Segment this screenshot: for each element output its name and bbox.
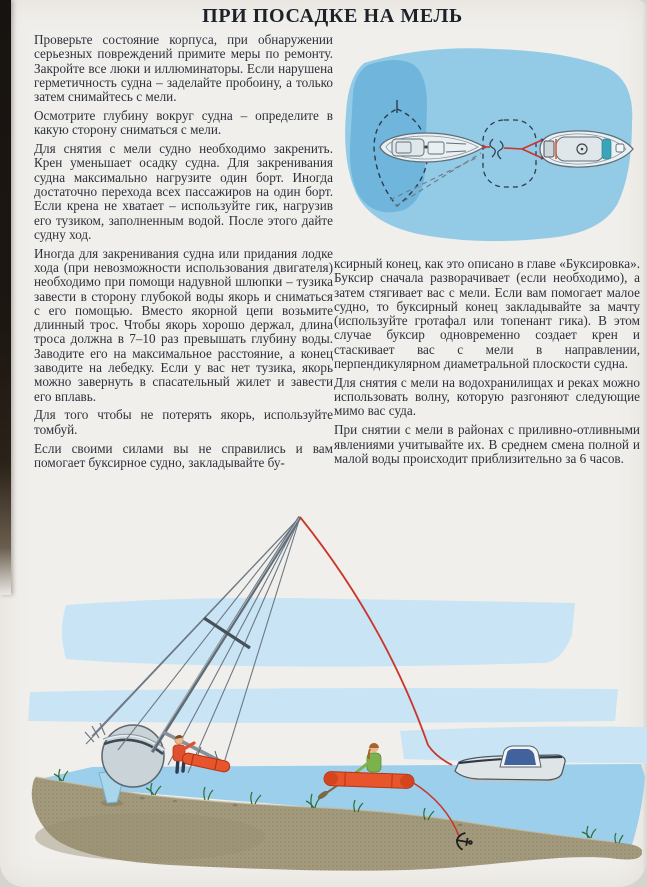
page-title: ПРИ ПОСАДКЕ НА МЕЛЬ bbox=[202, 5, 463, 27]
paragraph: Если своими силами вы не справились и вам помогает буксирное судно, закладывайте бу- bbox=[34, 440, 333, 470]
paragraph: Для снятия с мели на водохранилищах и реках можно использовать волну, которую разгоняют следующие мимо вас суда. bbox=[334, 374, 640, 419]
right-column bbox=[334, 257, 640, 471]
grounded-sailboat-illustration bbox=[0, 505, 647, 887]
paragraph: Для снятия с мели судно необходимо закренить. Крен уменьшает осадку судна. Для закренивания судна максимально нагрузите один борт. Иногда достаточно перехода всех пассажиров на один борт. Если крена не хватает – используйте гик, нагрузив его тузиком, заполненным водой. После этого дайте судну ход. bbox=[34, 141, 333, 242]
rower bbox=[358, 743, 381, 772]
paragraph: Проверьте состояние корпуса, при обнаружении серьезных повреждений примите меры по ремонту. Закройте все люки и иллюминаторы. Если нарушена герметичность судна – заделайте пробоину, а только затем снимайтесь с мели. bbox=[34, 32, 333, 105]
paragraph: Иногда для закренивания судна или придания лодке хода (при невозможности использования двигателя) необходимо при помощи надувной шлюпки – тузика завести в сторону глубокой воды якорь и сниматься с его помощью. Вместо якорной цепи возьмите длинный трос. Чтобы якорь хорошо держал, длина троса должна в 7–10 раз превышать глубину воды. Заводите его на максимальное расстояние, а конец заводите на лебедку. Если у вас нет тузика, якорь можно завернуть в спасательный жилет и завести его вплавь. bbox=[34, 245, 333, 404]
paragraph: ксирный конец, как это описано в главе «Буксировка». Буксир сначала разворачивает (если необходимо), а затем стягивает вас с мели. Если вам помогает малое судно, то буксирный конец закладывайте за мачту (используйте гротафал или топенант гика). В этом случае буксир одновременно создает крен и стаскивает вас с мели в направлении, перпендикулярном диаметральной плоскости судна. bbox=[334, 256, 640, 372]
paragraph: При снятии с мели в районах с приливно-отливными явлениями учитывайте их. В среднем смена полной и малой воды происходит приблизительно за 6 часов. bbox=[334, 422, 640, 466]
paragraph: Для того чтобы не потерять якорь, используйте томбуй. bbox=[34, 407, 333, 437]
towing-top-view-illustration bbox=[334, 43, 645, 251]
sky-band bbox=[62, 598, 575, 667]
left-column bbox=[34, 33, 333, 475]
paragraph: Осмотрите глубину вокруг судна – определите в какую сторону сниматься с мели. bbox=[34, 107, 333, 138]
sky-band bbox=[28, 688, 618, 723]
